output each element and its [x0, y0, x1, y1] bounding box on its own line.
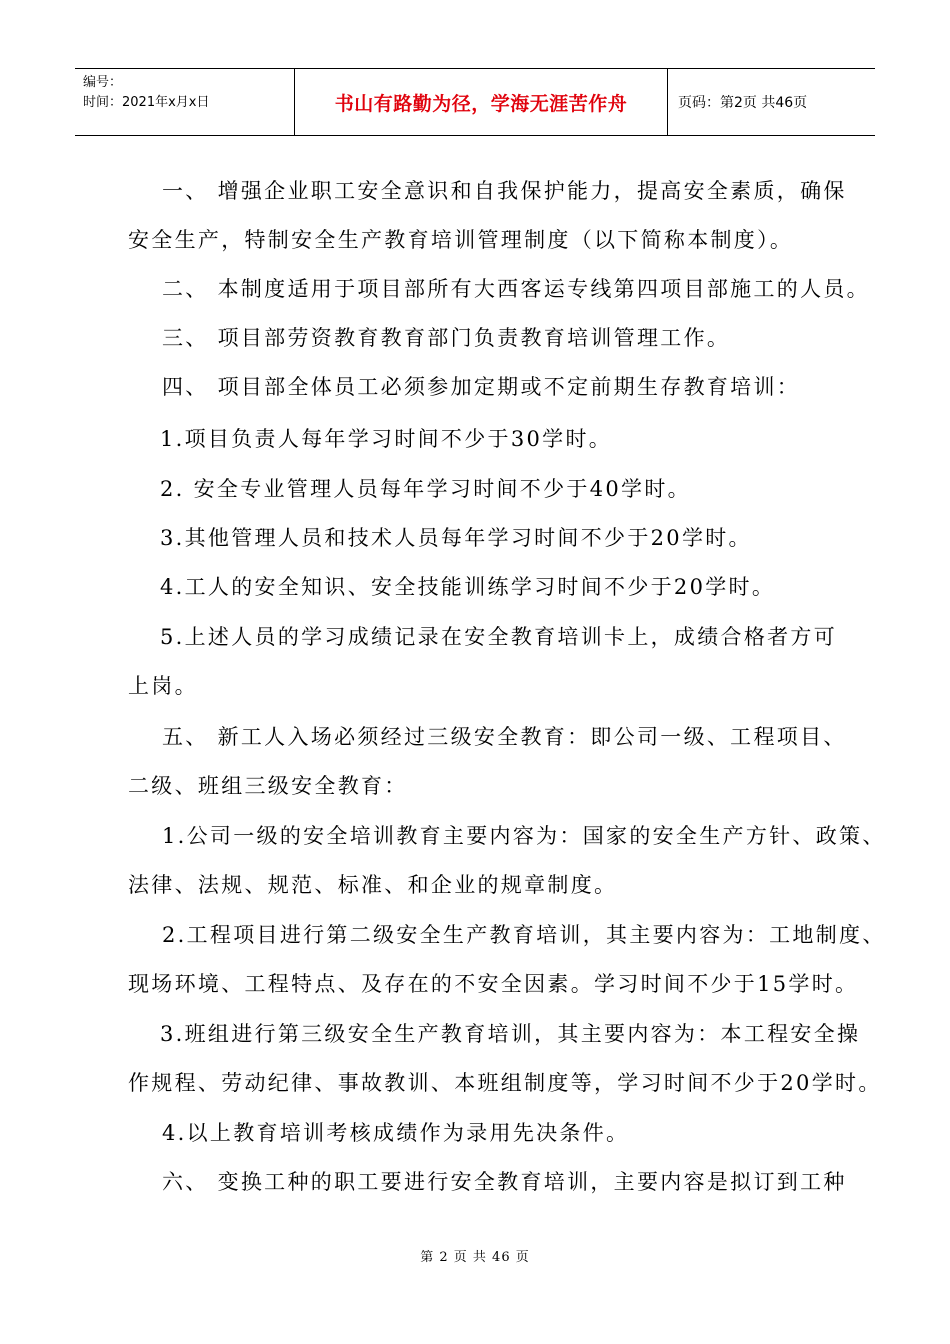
body-line-19: 作规程、劳动纪律、事故教训、本班组制度等，学习时间不少于20学时。: [128, 1071, 882, 1095]
body-line-14: 1.公司一级的安全培训教育主要内容为：国家的安全生产方针、政策、: [162, 824, 886, 848]
body-line-13: 二级、班组三级安全教育：: [128, 774, 408, 798]
body-line-1: 一、 增强企业职工安全意识和自我保护能力，提高安全素质，确保: [162, 179, 847, 203]
body-line-17: 现场环境、工程特点、及存在的不安全因素。学习时间不少于15学时。: [128, 972, 859, 996]
body-line-8: 3.其他管理人员和技术人员每年学习时间不少于20学时。: [160, 526, 752, 550]
body-line-11: 上岗。: [128, 674, 198, 698]
body-line-16: 2.工程项目进行第二级安全生产教育培训，其主要内容为：工地制度、: [162, 923, 886, 947]
header-page-info: 页码：第2页 共46页: [668, 69, 876, 136]
body-line-21: 六、 变换工种的职工要进行安全教育培训，主要内容是拟订到工种: [162, 1170, 847, 1194]
body-line-12: 五、 新工人入场必须经过三级安全教育：即公司一级、工程项目、: [162, 725, 847, 749]
body-line-2: 安全生产，特制安全生产教育培训管理制度（以下简称本制度）。: [128, 228, 794, 252]
header-motto: 书山有路勤为径，学海无涯苦作舟: [295, 69, 668, 136]
body-line-6: 1.项目负责人每年学习时间不少于30学时。: [160, 427, 613, 451]
body-line-20: 4.以上教育培训考核成绩作为录用先决条件。: [162, 1121, 630, 1145]
body-line-18: 3.班组进行第三级安全生产教育培训，其主要内容为：本工程安全操: [160, 1022, 861, 1046]
header-number: 编号：: [83, 75, 123, 90]
body-line-3: 二、 本制度适用于项目部所有大西客运专线第四项目部施工的人员。: [162, 277, 870, 301]
body-line-4: 三、 项目部劳资教育教育部门负责教育培训管理工作。: [162, 326, 731, 350]
body-line-7: 2. 安全专业管理人员每年学习时间不少于40学时。: [160, 477, 691, 501]
document-header: [75, 68, 875, 136]
header-time: 时间：2021年x月x日: [83, 95, 210, 110]
body-line-9: 4.工人的安全知识、安全技能训练学习时间不少于20学时。: [160, 575, 776, 599]
body-line-15: 法律、法规、规范、标准、和企业的规章制度。: [128, 873, 618, 897]
page-footer: 第 2 页 共 46 页: [420, 1250, 530, 1265]
body-line-10: 5.上述人员的学习成绩记录在安全教育培训卡上，成绩合格者方可: [160, 625, 838, 649]
body-line-5: 四、 项目部全体员工必须参加定期或不定前期生存教育培训：: [162, 375, 801, 399]
header-meta: [75, 69, 295, 136]
